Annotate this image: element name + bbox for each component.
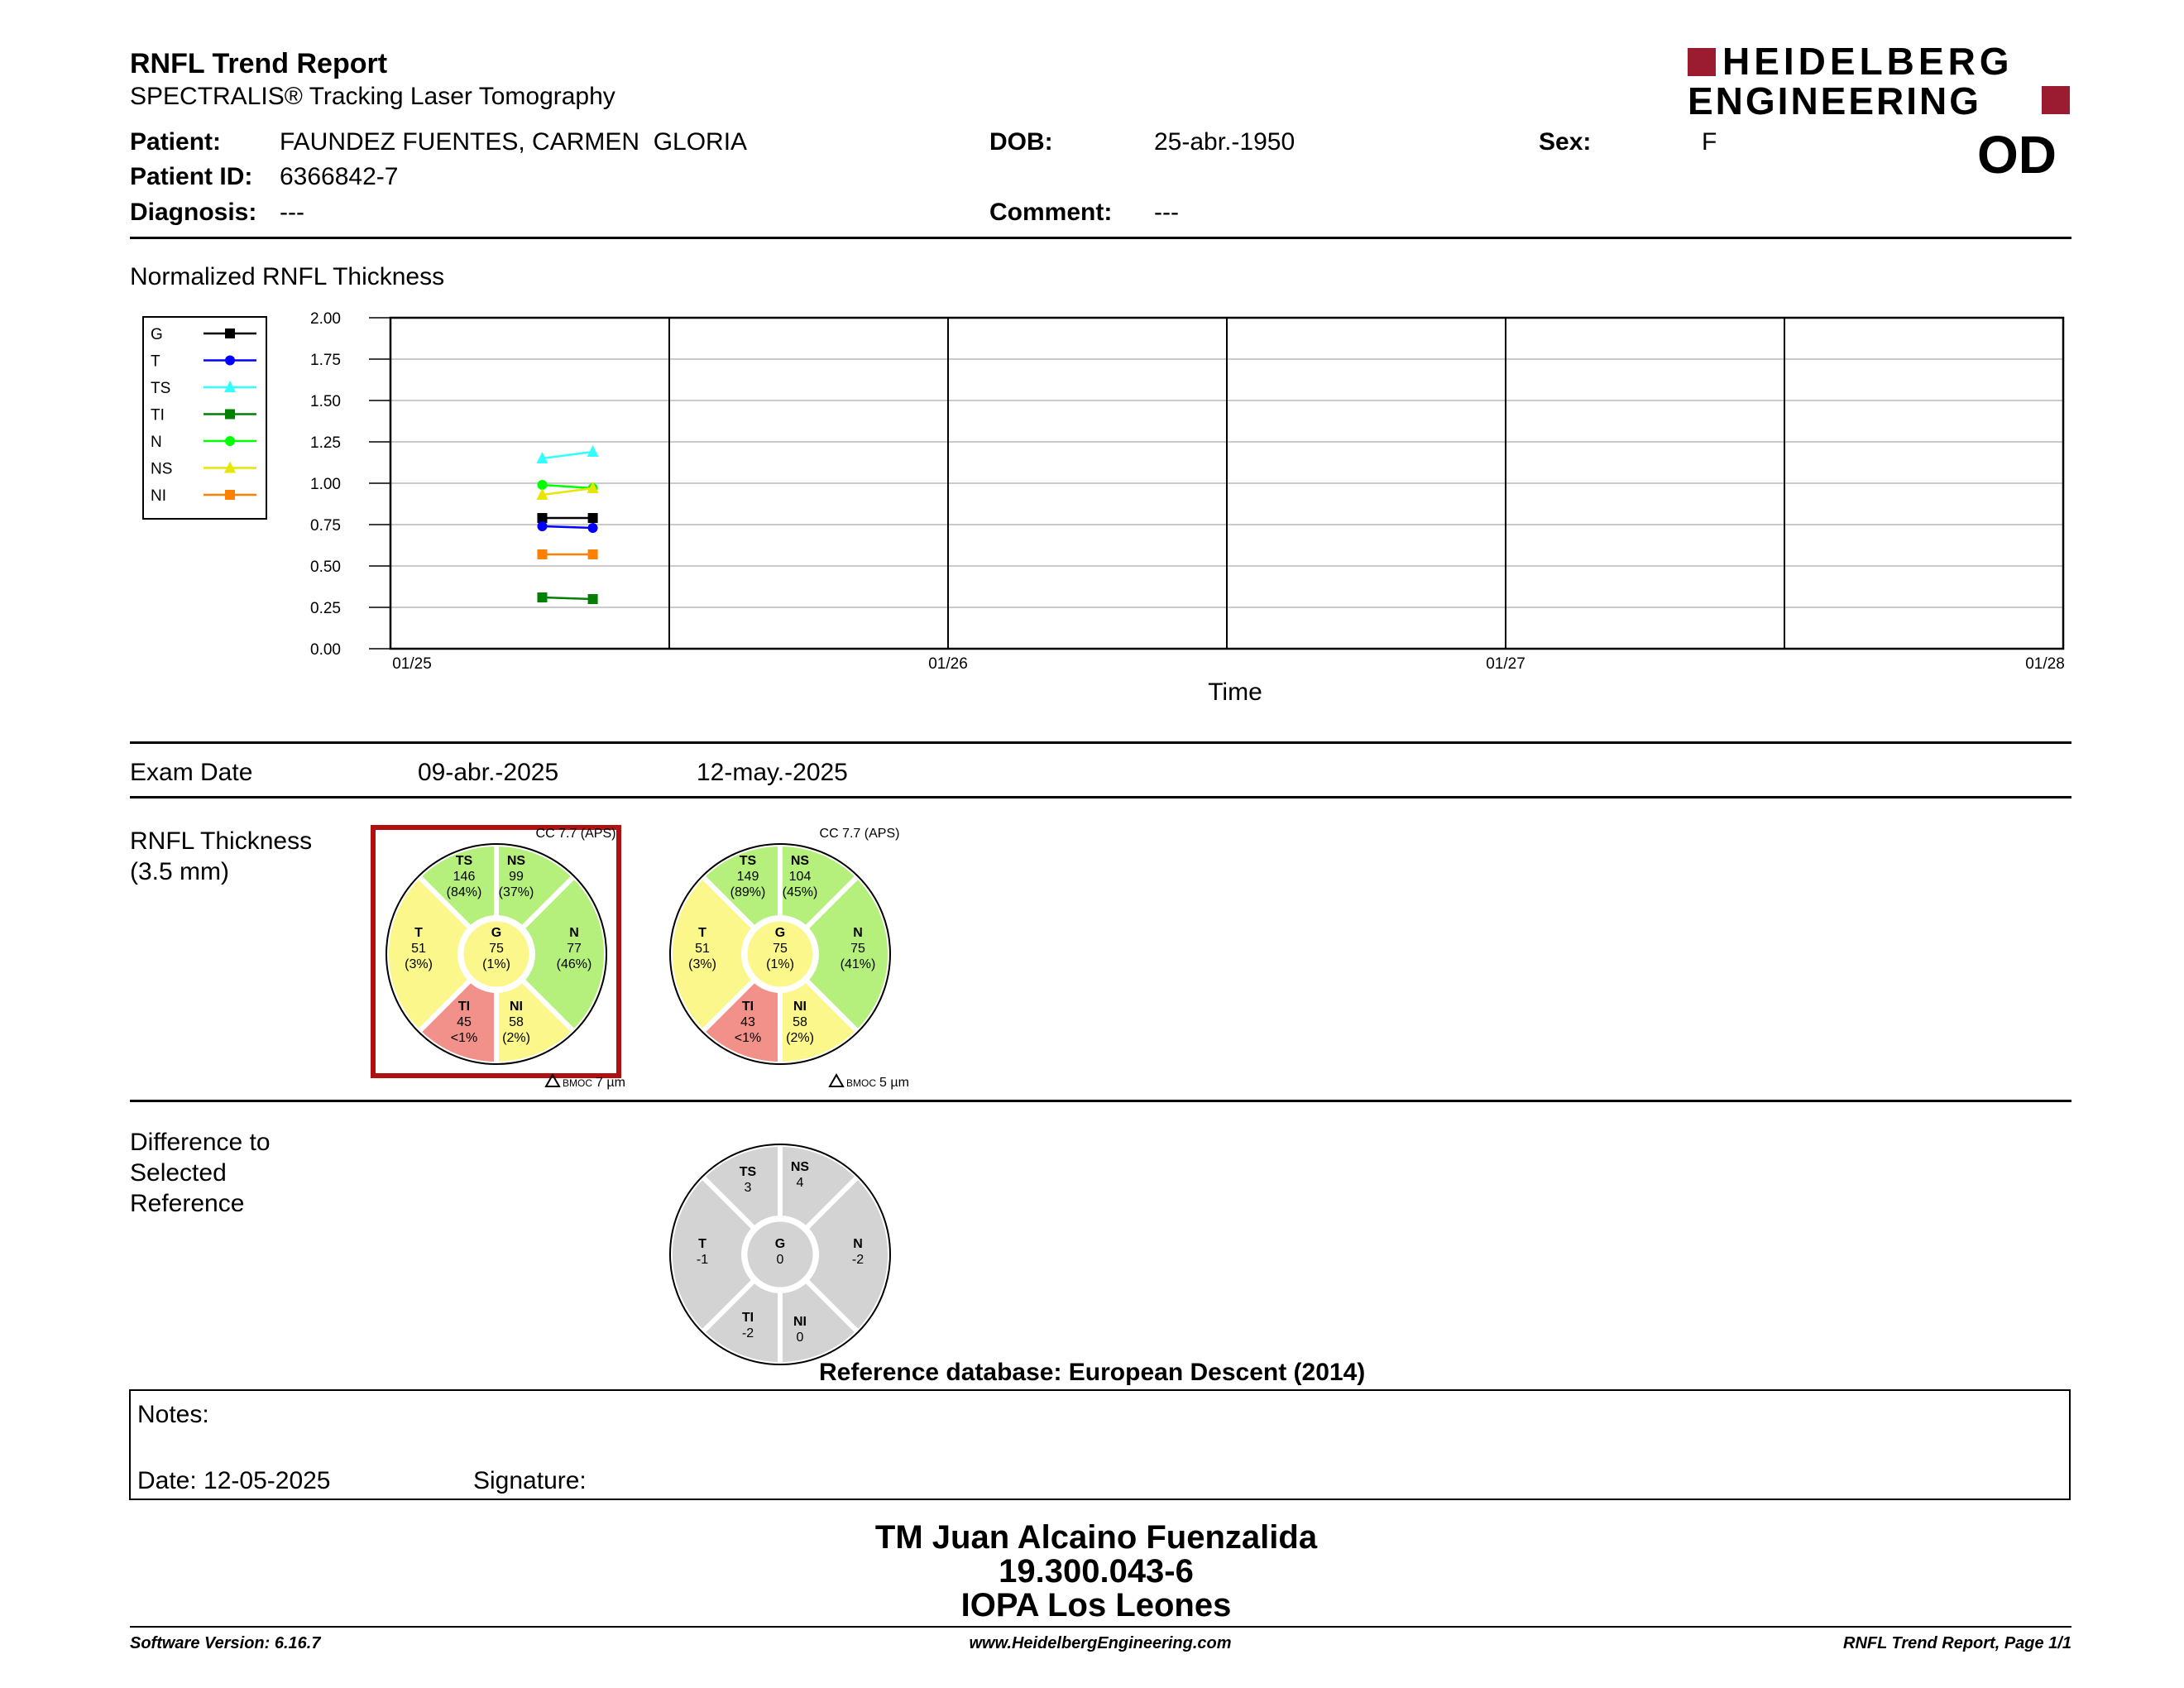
sector-label-n: 75 xyxy=(850,942,865,956)
sector-label-ti: <1% xyxy=(450,1031,478,1045)
difference-label-ns: NS xyxy=(790,1160,810,1174)
sector-label-ns: NS xyxy=(790,854,810,868)
sector-label-g: G xyxy=(774,926,786,940)
software-version: Software Version: 6.16.7 xyxy=(130,1634,321,1652)
sector-label-ns: (45%) xyxy=(782,885,818,899)
sector-label-ts: 146 xyxy=(453,870,476,884)
difference-label-t: -1 xyxy=(696,1253,709,1267)
sector-label-ti: TI xyxy=(741,1000,754,1014)
legend-label-g: G xyxy=(151,326,163,343)
difference-label-1: Difference to xyxy=(130,1129,271,1156)
legend-marker-ni xyxy=(225,490,235,500)
exam-date-label: Exam Date xyxy=(130,759,253,786)
legend-label-ti: TI xyxy=(151,406,165,424)
thickness-sublabel: (3.5 mm) xyxy=(130,858,229,885)
sector-label-ni: NI xyxy=(793,1000,807,1014)
difference-label-n: -2 xyxy=(851,1253,864,1267)
sector-label-ni: 58 xyxy=(793,1015,807,1029)
sector-label-ns: NS xyxy=(506,854,526,868)
series-line-ns xyxy=(542,488,592,495)
x-tick-label: 01/28 xyxy=(2025,655,2065,673)
difference-label-ts: TS xyxy=(739,1165,757,1179)
series-line-n xyxy=(542,485,592,488)
series-line-t xyxy=(542,526,592,528)
sex-value: F xyxy=(1702,128,1717,156)
patient-id: 6366842-7 xyxy=(280,163,399,190)
sector-label-n: 77 xyxy=(567,942,582,956)
difference-label-2: Selected xyxy=(130,1159,227,1187)
y-tick-label: 0.75 xyxy=(310,517,341,535)
dob-label: DOB: xyxy=(989,128,1053,156)
data-point-ti xyxy=(588,594,598,604)
difference-label-3: Reference xyxy=(130,1190,245,1217)
difference-label-ti: -2 xyxy=(741,1326,754,1340)
diagnosis-label: Diagnosis: xyxy=(130,199,257,226)
bmo-prefix: BMOC xyxy=(846,1077,876,1089)
cc-label: CC 7.7 (APS) xyxy=(535,827,616,841)
y-tick-label: 1.25 xyxy=(310,434,341,452)
sector-label-ts: (84%) xyxy=(446,885,482,899)
sector-label-ti: 43 xyxy=(740,1015,755,1029)
bmo-value: 7 µm xyxy=(596,1076,625,1090)
dob-value: 25-abr.-1950 xyxy=(1154,128,1296,156)
difference-label-n: N xyxy=(853,1237,863,1251)
data-point-t xyxy=(588,523,598,533)
comment-label: Comment: xyxy=(989,199,1113,226)
difference-label-t: T xyxy=(698,1237,706,1251)
legend-marker-n xyxy=(225,436,235,446)
x-tick-label: 01/26 xyxy=(928,655,968,673)
x-tick-label: 01/25 xyxy=(392,655,432,673)
legend-label-ns: NS xyxy=(151,460,173,478)
difference-label-ts: 3 xyxy=(744,1181,752,1195)
divider-chart xyxy=(130,741,2071,744)
exam-date-1: 09-abr.-2025 xyxy=(418,759,559,786)
sector-label-g: (1%) xyxy=(482,957,510,971)
sex-label: Sex: xyxy=(1539,128,1592,156)
x-tick-label: 01/27 xyxy=(1486,655,1525,673)
sector-label-g: 75 xyxy=(489,942,504,956)
sector-label-t: (3%) xyxy=(405,957,433,971)
data-point-ti xyxy=(537,592,547,602)
sector-label-ti: TI xyxy=(457,1000,471,1014)
website: www.HeidelbergEngineering.com xyxy=(969,1634,1232,1652)
trend-chart xyxy=(0,0,2184,745)
sector-label-ns: 99 xyxy=(509,870,524,884)
page-number: RNFL Trend Report, Page 1/1 xyxy=(1843,1634,2071,1652)
legend-label-ts: TS xyxy=(151,380,171,397)
sector-label-n: (41%) xyxy=(840,957,876,971)
signer-id: 19.300.043-6 xyxy=(999,1553,1194,1590)
legend-marker-g xyxy=(225,328,235,338)
y-tick-label: 0.50 xyxy=(310,559,341,576)
data-point-t xyxy=(537,521,547,531)
sector-label-ni: 58 xyxy=(509,1015,524,1029)
sector-label-ni: (2%) xyxy=(786,1031,814,1045)
logo-line1: HEIDELBERG xyxy=(1722,40,2014,83)
notes-date: Date: 12-05-2025 xyxy=(137,1467,331,1494)
difference-label-g: 0 xyxy=(776,1253,784,1267)
y-tick-label: 1.00 xyxy=(310,476,341,493)
sector-label-ns: 104 xyxy=(788,870,812,884)
diagnosis-value: --- xyxy=(280,199,304,226)
sector-label-g: (1%) xyxy=(766,957,794,971)
data-point-g xyxy=(588,513,598,523)
legend-label-n: N xyxy=(151,434,162,451)
chart-title: Normalized RNFL Thickness xyxy=(130,263,445,290)
notes-label: Notes: xyxy=(137,1401,209,1428)
sector-label-n: N xyxy=(853,926,863,940)
sector-label-t: (3%) xyxy=(688,957,716,971)
notes-box xyxy=(129,1389,2071,1500)
cc-label: CC 7.7 (APS) xyxy=(819,827,900,841)
legend-label-ni: NI xyxy=(151,487,166,505)
sector-label-ns: (37%) xyxy=(498,885,534,899)
difference-panel xyxy=(0,1109,993,1374)
sector-label-ti: <1% xyxy=(734,1031,762,1045)
data-point-ni xyxy=(537,549,547,559)
delta-icon xyxy=(830,1075,843,1086)
legend-marker-ti xyxy=(225,410,235,420)
bmo-value: 5 µm xyxy=(879,1076,909,1090)
sector-label-t: 51 xyxy=(411,942,426,956)
sector-label-n: (46%) xyxy=(556,957,592,971)
legend-label-t: T xyxy=(151,352,160,371)
sector-label-g: 75 xyxy=(773,942,788,956)
signer-name: TM Juan Alcaino Fuenzalida xyxy=(874,1519,1318,1556)
sector-label-ts: TS xyxy=(455,854,473,868)
patient-name: FAUNDEZ FUENTES, CARMEN GLORIA xyxy=(280,128,748,156)
sector-label-ni: NI xyxy=(510,1000,523,1014)
sector-label-t: T xyxy=(698,926,706,940)
data-point-ni xyxy=(588,549,598,559)
difference-label-ni: NI xyxy=(793,1315,807,1329)
y-tick-label: 0.25 xyxy=(310,600,341,617)
sector-label-n: N xyxy=(569,926,579,940)
divider-thickness xyxy=(130,1100,2071,1102)
sector-label-ts: 149 xyxy=(736,870,759,884)
thickness-panels xyxy=(0,794,993,1092)
logo-line2: ENGINEERING xyxy=(1688,79,1982,122)
eye-indicator: OD xyxy=(1977,125,2057,185)
y-tick-label: 1.50 xyxy=(310,393,341,410)
divider-footer xyxy=(130,1626,2071,1628)
difference-label-ti: TI xyxy=(741,1311,754,1325)
data-point-ts xyxy=(587,445,599,457)
report-title: RNFL Trend Report xyxy=(130,48,388,79)
sector-label-ts: TS xyxy=(739,854,757,868)
series-line-ti xyxy=(542,597,592,599)
x-axis-label: Time xyxy=(1208,679,1262,706)
legend-marker-t xyxy=(225,356,235,366)
difference-label-ns: 4 xyxy=(796,1176,804,1190)
report-subtitle: SPECTRALIS® Tracking Laser Tomography xyxy=(130,83,615,110)
sector-label-g: G xyxy=(491,926,502,940)
signature-label: Signature: xyxy=(473,1467,587,1494)
thickness-label: RNFL Thickness xyxy=(130,827,313,855)
sector-label-t: T xyxy=(414,926,423,940)
y-tick-label: 2.00 xyxy=(310,310,341,328)
difference-label-ni: 0 xyxy=(796,1331,804,1345)
difference-label-g: G xyxy=(774,1237,786,1251)
sector-label-t: 51 xyxy=(695,942,710,956)
sector-label-ni: (2%) xyxy=(502,1031,530,1045)
comment-value: --- xyxy=(1154,199,1179,226)
sector-label-ti: 45 xyxy=(457,1015,472,1029)
bmo-prefix: BMOC xyxy=(563,1077,592,1089)
series-line-ts xyxy=(542,452,592,458)
signer-clinic: IOPA Los Leones xyxy=(960,1587,1232,1623)
exam-date-2: 12-may.-2025 xyxy=(697,759,848,786)
patient-id-label: Patient ID: xyxy=(130,163,253,190)
y-tick-label: 0.00 xyxy=(310,641,341,659)
sector-label-ts: (89%) xyxy=(730,885,766,899)
patient-label: Patient: xyxy=(130,128,222,156)
y-tick-label: 1.75 xyxy=(310,352,341,369)
reference-database: Reference database: European Descent (2014) xyxy=(819,1359,1366,1386)
